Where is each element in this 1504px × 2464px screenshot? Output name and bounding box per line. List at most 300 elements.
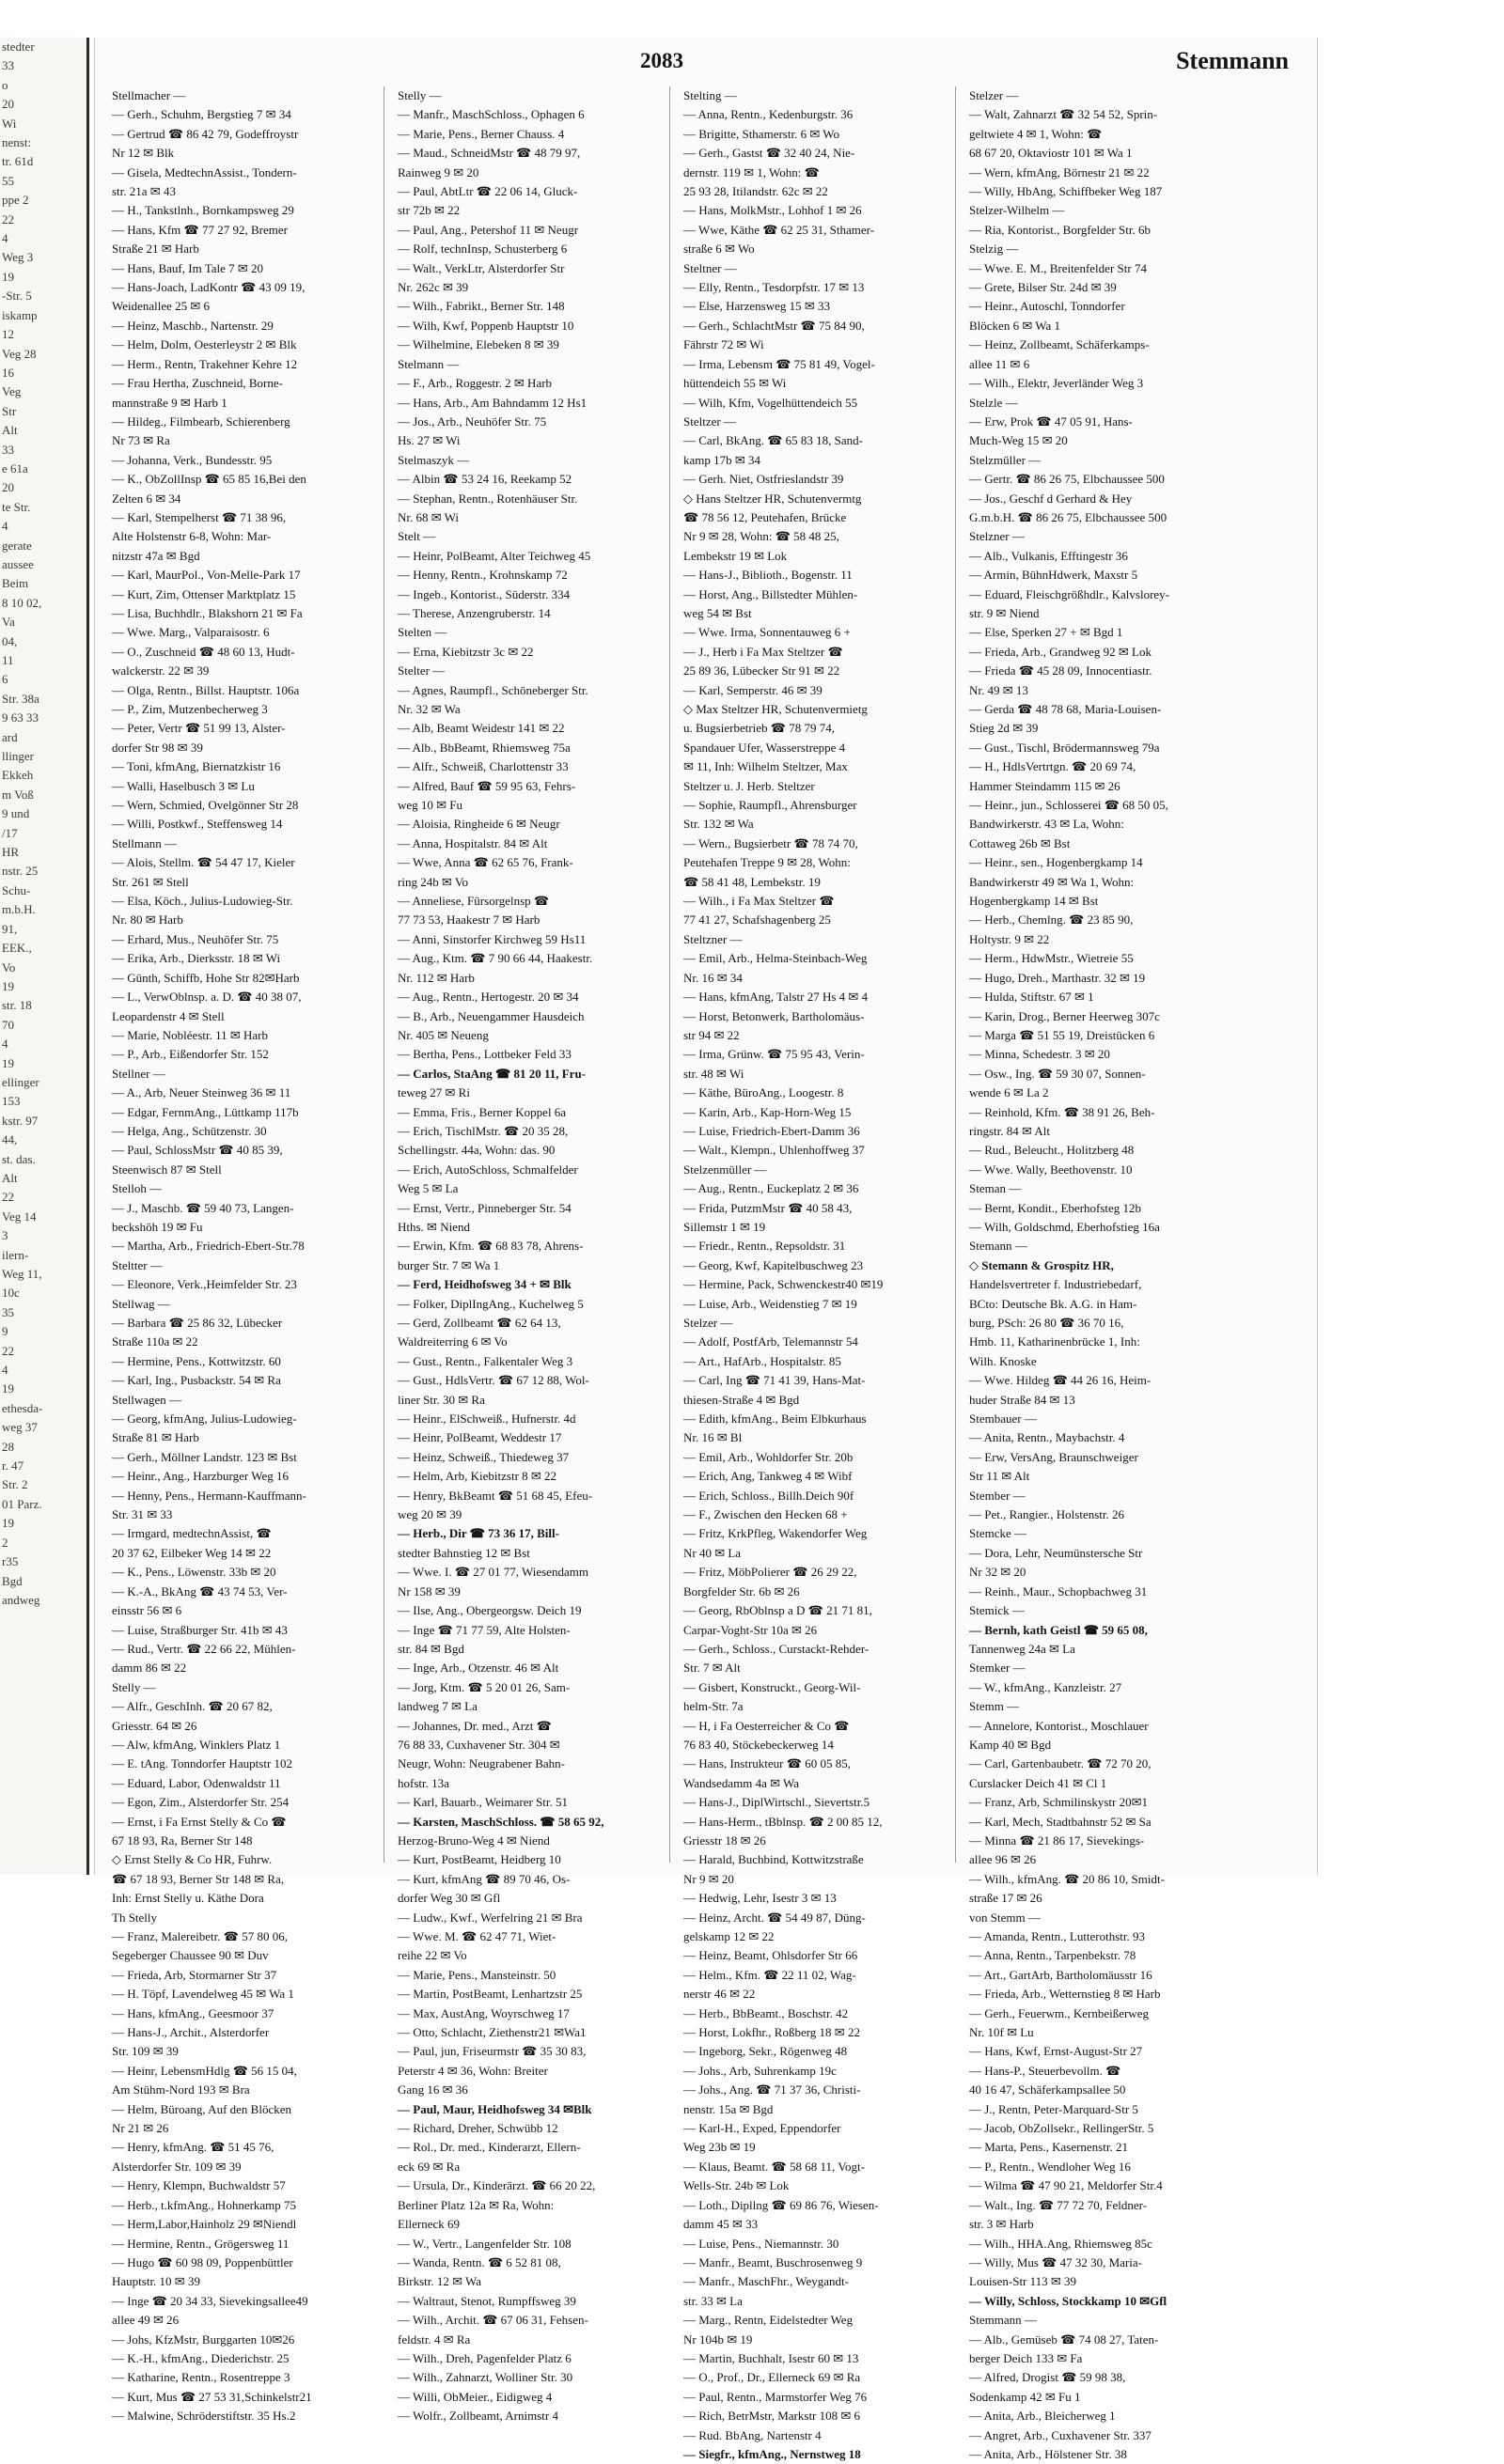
directory-entry: — Carl, BkAng. ☎ 65 83 18, Sand-: [683, 433, 863, 448]
directory-entry: — Alw, kfmAng, Winklers Platz 1: [112, 1737, 281, 1752]
directory-entry: — Therese, Anzengruberstr. 14: [398, 605, 551, 620]
directory-entry: — Inge ☎ 71 77 59, Alte Holsten-: [398, 1622, 571, 1637]
directory-entry: — Paul, Rentn., Marmstorfer Weg 76: [683, 2389, 868, 2404]
margin-fragment: 4: [2, 519, 8, 534]
directory-entry: — Albin ☎ 53 24 16, Reekamp 52: [398, 472, 572, 487]
directory-entry: — Gerd, Zollbeamt ☎ 62 64 13,: [398, 1316, 561, 1330]
surname-heading: Steltzner —: [683, 931, 743, 946]
directory-entry: Nr. 32 ✉ Wa: [398, 702, 461, 716]
surname-heading: Stelzer —: [683, 1316, 733, 1330]
directory-entry: — P., Zim, Mutzenbecherweg 3: [112, 702, 268, 716]
directory-entry: Steenwisch 87 ✉ Stell: [112, 1162, 222, 1177]
directory-entry: — Hans, kfmAng, Talstr 27 Hs 4 ✉ 4: [683, 990, 869, 1005]
directory-entry: ☎ 58 41 48, Lembekstr. 19: [683, 874, 821, 889]
directory-entry: Inh: Ernst Stelly u. Käthe Dora: [112, 1891, 264, 1906]
directory-entry: — H. Töpf, Lavendelweg 45 ✉ Wa 1: [112, 1987, 294, 2002]
directory-entry: — Kurt, kfmAng ☎ 89 70 46, Os-: [398, 1871, 571, 1886]
surname-heading: Stellwag —: [112, 1296, 170, 1311]
directory-entry: — Hans, Bauf, Im Tale 7 ✉ 20: [112, 260, 264, 275]
directory-entry: — Heinr., Ang., Harzburger Weg 16: [112, 1469, 290, 1484]
directory-entry: str 72b ✉ 22: [398, 203, 461, 218]
directory-entry: Schellingstr. 44a, Wohn: das. 90: [398, 1143, 556, 1158]
directory-entry: Curslacker Deich 41 ✉ Cl 1: [969, 1775, 1107, 1790]
directory-entry: — Else, Sperken 27 + ✉ Bgd 1: [969, 625, 1123, 640]
directory-entry: Wandsedamm 4a ✉ Wa: [683, 1775, 799, 1790]
directory-entry: stedter Bahnstieg 12 ✉ Bst: [398, 1545, 530, 1560]
directory-entry: — Marie, Nobléestr. 11 ✉ Harb: [112, 1027, 269, 1042]
directory-entry: Nr 9 ✉ 28, Wohn: ☎ 58 48 25,: [683, 529, 839, 544]
surname-heading: Stemick —: [969, 1603, 1025, 1618]
directory-entry: Straße 110a ✉ 22: [112, 1334, 198, 1349]
margin-fragment: Weg 3: [2, 250, 34, 265]
surname-heading: Stelt —: [398, 529, 436, 544]
directory-entry: — Alois, Stellm. ☎ 54 47 17, Kieler: [112, 855, 295, 870]
margin-fragment: nenst:: [2, 135, 32, 150]
directory-entry: — Emil, Arb., Wohldorfer Str. 20b: [683, 1449, 854, 1464]
directory-entry: allee 11 ✉ 6: [969, 356, 1030, 371]
margin-fragment: 9: [2, 1324, 8, 1339]
margin-fragment: 19: [2, 1055, 14, 1070]
directory-entry: — Luise, Pens., Niemannstr. 30: [683, 2236, 839, 2251]
directory-entry: Str. 31 ✉ 33: [112, 1507, 173, 1522]
directory-entry: — Wolfr., Zollbeamt, Arnimstr 4: [398, 2409, 558, 2424]
directory-entry: — Johs, KfzMstr, Burggarten 10✉26: [112, 2331, 295, 2347]
surname-heading: Stelting —: [683, 88, 737, 102]
surname-heading: Stemm —: [969, 1699, 1020, 1714]
directory-entry: — Inge, Arb., Otzenstr. 46 ✉ Alt: [398, 1661, 559, 1676]
margin-fragment: e 61a: [2, 460, 28, 476]
directory-entry: Bandwirkerstr 49 ✉ Wa 1, Wohn:: [969, 874, 1135, 889]
directory-entry: Nr 158 ✉ 39: [398, 1583, 461, 1598]
directory-entry: Alte Holstenstr 6-8, Wohn: Mar-: [112, 529, 272, 544]
directory-entry: 76 83 40, Stöckebeckerweg 14: [683, 1737, 834, 1752]
page-number: 2083: [640, 49, 683, 72]
margin-fragment: st. das.: [2, 1151, 36, 1166]
directory-entry: — Maud., SchneidMstr ☎ 48 79 97,: [398, 146, 581, 161]
directory-entry: walckerstr. 22 ✉ 39: [112, 663, 210, 678]
directory-entry: — Stephan, Rentn., Rotenhäuser Str.: [398, 491, 578, 506]
directory-entry: Weg 23b ✉ 19: [683, 2140, 756, 2155]
directory-entry: Borgfelder Str. 6b ✉ 26: [683, 1583, 800, 1598]
directory-entry: str. 9 ✉ Niend: [969, 605, 1040, 620]
margin-fragment: ethesda-: [2, 1400, 43, 1415]
surname-heading: Stelmann —: [398, 356, 460, 371]
directory-entry: — P., Rentn., Wendloher Weg 16: [969, 2159, 1131, 2174]
directory-entry: — Walt., VerkLtr, Alsterdorfer Str: [398, 260, 565, 275]
margin-fragment: 28: [2, 1439, 14, 1454]
directory-entry: — Heinz, Zollbeamt, Schäferkamps-: [969, 337, 1150, 352]
margin-fragment: 35: [2, 1304, 14, 1319]
directory-entry: — Kurt, Zim, Ottenser Marktplatz 15: [112, 586, 296, 601]
directory-entry: — Gust., Rentn., Falkentaler Weg 3: [398, 1353, 573, 1368]
directory-entry: nenstr. 15a ✉ Bgd: [683, 2101, 774, 2116]
directory-entry: eck 69 ✉ Ra: [398, 2159, 461, 2174]
directory-entry: — Wern., Bugsierbetr ☎ 78 74 70,: [683, 835, 858, 850]
directory-entry: — Malwine, Schröderstiftstr. 35 Hs.2: [112, 2409, 296, 2424]
directory-entry: Bandwirkerstr. 43 ✉ La, Wohn:: [969, 817, 1124, 832]
directory-entry: — Ursula, Dr., Kinderärzt. ☎ 66 20 22,: [398, 2178, 596, 2193]
surname-heading: Stelzmüller —: [969, 452, 1042, 467]
directory-entry: — Ingeborg, Sekr., Rögenweg 48: [683, 2044, 848, 2059]
directory-entry: Segeberger Chaussee 90 ✉ Duv: [112, 1948, 269, 1963]
page-header: [95, 38, 1317, 85]
directory-entry: — Alb., BbBeamt, Rhiemsweg 75a: [398, 740, 571, 755]
surname-heading: Stelloh —: [112, 1181, 163, 1196]
directory-entry: Griesstr 18 ✉ 26: [683, 1832, 766, 1848]
directory-entry: allee 49 ✉ 26: [112, 2313, 180, 2328]
directory-entry: — Sophie, Raumpfl., Ahrensburger: [683, 798, 857, 813]
directory-column-1: [112, 86, 370, 2424]
directory-entry: ☎ 67 18 93, Berner Str 148 ✉ Ra,: [112, 1871, 285, 1886]
directory-entry: — Wwe. Wally, Beethovenstr. 10: [969, 1162, 1133, 1177]
directory-entry: — Herb., Dir ☎ 73 36 17, Bill-: [398, 1526, 559, 1541]
directory-entry: — Barbara ☎ 25 86 32, Lübecker: [112, 1316, 283, 1330]
directory-entry: — Jos., Geschf d Gerhard & Hey: [969, 491, 1133, 506]
directory-entry: — L., VerwOblnsp. a. D. ☎ 40 38 07,: [112, 990, 302, 1005]
directory-entry: ◇ Stemann & Grospitz HR,: [969, 1257, 1114, 1272]
directory-entry: — Karl, Ing., Pusbackstr. 54 ✉ Ra: [112, 1373, 281, 1388]
directory-entry: weg 10 ✉ Fu: [398, 798, 463, 813]
directory-entry: — K., ObZollInsp ☎ 65 85 16,Bei den: [112, 472, 306, 487]
directory-entry: str. 84 ✉ Bgd: [398, 1641, 464, 1656]
directory-entry: — H, i Fa Oesterreicher & Co ☎: [683, 1718, 850, 1733]
directory-entry: gelskamp 12 ✉ 22: [683, 1929, 775, 1943]
directory-entry: — Franz, Malereibetr. ☎ 57 80 06,: [112, 1929, 288, 1943]
margin-fragment: Str: [2, 403, 17, 418]
margin-fragment: 70: [2, 1017, 14, 1032]
directory-entry: Nr. 262c ✉ 39: [398, 280, 469, 295]
margin-fragment: Beim: [2, 576, 29, 591]
margin-fragment: Weg 11,: [2, 1267, 42, 1281]
directory-entry: — Ria, Kontorist., Borgfelder Str. 6b: [969, 222, 1151, 237]
directory-entry: Neugr, Wohn: Neugrabener Bahn-: [398, 1756, 565, 1771]
directory-entry: — Wern, Schmied, Ovelgönner Str 28: [112, 798, 299, 813]
directory-entry: — Ernst, i Fa Ernst Stelly & Co ☎: [112, 1814, 287, 1829]
directory-entry: — Herb., t.kfmAng., Hohnerkamp 75: [112, 2197, 297, 2212]
directory-entry: — Frieda, Arb, Stormarner Str 37: [112, 1967, 277, 1982]
directory-entry: Nr. 16 ✉ 34: [683, 970, 743, 985]
margin-fragment: 33: [2, 442, 14, 457]
directory-entry: — Hans, Instrukteur ☎ 60 05 85,: [683, 1756, 851, 1771]
directory-entry: — Elsa, Köch., Julius-Ludowieg-Str.: [112, 894, 293, 909]
margin-fragment: 19: [2, 1516, 14, 1531]
surname-heading: Stellmann —: [112, 835, 177, 850]
directory-entry: — Rud. BbAng, Nartenstr 4: [683, 2427, 822, 2442]
directory-entry: — Minna ☎ 21 86 17, Sievekings-: [969, 1832, 1145, 1848]
directory-entry: straße 6 ✉ Wo: [683, 242, 755, 257]
directory-entry: — Wilh., Elektr, Jeverländer Weg 3: [969, 376, 1144, 391]
directory-entry: — Walt., Ing. ☎ 77 72 70, Feldner-: [969, 2197, 1148, 2212]
directory-entry: — Gisbert, Konstruckt., Georg-Wil-: [683, 1679, 861, 1694]
directory-entry: — Willi, ObMeier., Eidigweg 4: [398, 2389, 553, 2404]
directory-entry: — Wwe. Hildeg ☎ 44 26 16, Heim-: [969, 1373, 1152, 1388]
margin-fragment: 19: [2, 269, 14, 284]
directory-entry: Nr 32 ✉ 20: [969, 1565, 1026, 1580]
margin-fragment: ellinger: [2, 1074, 39, 1089]
directory-entry: — Anna, Rentn., Kedenburgstr. 36: [683, 107, 854, 122]
directory-entry: Carpar-Voght-Str 10a ✉ 26: [683, 1622, 818, 1637]
directory-entry: — Wwe, Käthe ☎ 62 25 31, Sthamer-: [683, 222, 875, 237]
directory-entry: — Erhard, Mus., Neuhöfer Str. 75: [112, 931, 279, 946]
directory-entry: Griesstr. 64 ✉ 26: [112, 1718, 197, 1733]
directory-entry: Steltzer u. J. Herb. Steltzer: [683, 778, 815, 793]
running-head: Stemmann: [1176, 47, 1289, 74]
directory-entry: — Herm., HdwMstr., Wietreie 55: [969, 951, 1134, 966]
directory-entry: — Alfred, Bauf ☎ 59 95 63, Fehrs-: [398, 778, 576, 793]
directory-entry: — Erw, Prok ☎ 47 05 91, Hans-: [969, 413, 1133, 429]
directory-entry: — Irma, Lebensm ☎ 75 81 49, Vogel-: [683, 356, 875, 371]
directory-entry: — Käthe, BüroAng., Loogestr. 8: [683, 1085, 844, 1100]
margin-fragment: r35: [2, 1554, 19, 1569]
directory-entry: damm 45 ✉ 33: [683, 2217, 759, 2232]
directory-entry: Lembekstr 19 ✉ Lok: [683, 548, 788, 563]
directory-entry: nerstr 46 ✉ 22: [683, 1987, 756, 2002]
directory-entry: — Gerh. Niet, Ostfrieslandstr 39: [683, 472, 844, 487]
surname-heading: Stemmann —: [969, 2313, 1037, 2328]
directory-entry: — Grete, Bilser Str. 24d ✉ 39: [969, 280, 1117, 295]
margin-fragment: Bgd: [2, 1573, 23, 1588]
directory-entry: Nr. 49 ✉ 13: [969, 682, 1028, 697]
directory-entry: — Wwe. I. ☎ 27 01 77, Wiesendamm: [398, 1565, 588, 1580]
directory-entry: — Erika, Arb., Dierksstr. 18 ✉ Wi: [112, 951, 281, 966]
directory-entry: Nr. 68 ✉ Wi: [398, 509, 460, 524]
directory-entry: damm 86 ✉ 22: [112, 1661, 187, 1676]
margin-fragment: te Str.: [2, 499, 31, 514]
directory-entry: Holtystr. 9 ✉ 22: [969, 931, 1050, 946]
directory-entry: — Hans-P., Steuerbevollm. ☎: [969, 2063, 1121, 2078]
directory-entry: — Alfred, Drogist ☎ 59 98 38,: [969, 2370, 1126, 2385]
directory-entry: — Walt., Klempn., Uhlenhoffweg 37: [683, 1143, 865, 1158]
directory-entry: 68 67 20, Oktaviostr 101 ✉ Wa 1: [969, 146, 1133, 161]
directory-entry: — Peter, Vertr ☎ 51 99 13, Alster-: [112, 721, 286, 736]
directory-entry: — Emma, Fris., Berner Koppel 6a: [398, 1104, 567, 1119]
margin-fragment: 22: [2, 1343, 14, 1358]
directory-entry: — Erich, TischlMstr. ☎ 20 35 28,: [398, 1123, 569, 1138]
directory-entry: — B., Arb., Neuengammer Hausdeich: [398, 1008, 585, 1023]
directory-entry: — Wilh, Kfm, Vogelhüttendeich 55: [683, 395, 858, 410]
directory-entry: Sillemstr 1 ✉ 19: [683, 1219, 766, 1234]
directory-entry: — Wwe. Marg., Valparaisostr. 6: [112, 625, 270, 640]
directory-entry: — Agnes, Raumpfl., Schöneberger Str.: [398, 682, 588, 697]
directory-entry: — Hans-Herm., tBblnsp. ☎ 2 00 85 12,: [683, 1814, 883, 1829]
directory-entry: — Erna, Kiebitzstr 3c ✉ 22: [398, 644, 534, 659]
directory-entry: — Harald, Buchbind, Kottwitzstraße: [683, 1852, 864, 1867]
margin-fragment: kstr. 97: [2, 1113, 39, 1128]
surname-heading: Stelmaszyk —: [398, 452, 470, 467]
directory-entry: — Hans, Kwf, Ernst-August-Str 27: [969, 2044, 1143, 2059]
directory-entry: 25 93 28, Itilandstr. 62c ✉ 22: [683, 184, 828, 199]
directory-entry: — Frida, PutzmMstr ☎ 40 58 43,: [683, 1200, 853, 1215]
directory-entry: — Ludw., Kwf., Werfelring 21 ✉ Bra: [398, 1910, 583, 1925]
directory-entry: — Heinr., Autoschl, Tonndorfer: [969, 299, 1125, 314]
directory-entry: 67 18 93, Ra, Berner Str 148: [112, 1832, 253, 1848]
directory-entry: — Günth, Schiffb, Hohe Str 82✉Harb: [112, 970, 300, 985]
directory-entry: — Anita, Arb., Bleicherweg 1: [969, 2409, 1116, 2424]
directory-entry: — Marga ☎ 51 55 19, Dreistücken 6: [969, 1027, 1155, 1042]
directory-entry: Wilh. Knoske: [969, 1353, 1037, 1368]
surname-heading: Stemcke —: [969, 1526, 1027, 1541]
directory-entry: — Erich, Schloss., Billh.Deich 90f: [683, 1488, 854, 1503]
margin-fragment: aussee: [2, 556, 34, 571]
directory-entry: huder Straße 84 ✉ 13: [969, 1392, 1075, 1407]
margin-fragment: o: [2, 77, 8, 92]
directory-entry: — Anneliese, Fürsorgelnsp ☎: [398, 894, 550, 909]
directory-entry: — J., Herb i Fa Max Steltzer ☎: [683, 644, 843, 659]
directory-entry: — Olga, Rentn., Billst. Hauptstr. 106a: [112, 682, 300, 697]
directory-entry: — K., Pens., Löwenstr. 33b ✉ 20: [112, 1565, 276, 1580]
directory-entry: — Gerh., Möllner Landstr. 123 ✉ Bst: [112, 1449, 297, 1464]
surname-heading: Stellner —: [112, 1066, 165, 1081]
directory-entry: — Gertr. ☎ 86 26 75, Elbchaussee 500: [969, 472, 1165, 487]
surname-heading: Stelten —: [398, 625, 447, 640]
directory-entry: — Inge ☎ 20 34 33, Sievekingsallee49: [112, 2293, 308, 2308]
directory-entry: Hs. 27 ✉ Wi: [398, 433, 461, 448]
adjacent-page-margin: [0, 38, 89, 1875]
directory-entry: — Angret, Arb., Cuxhavener Str. 337: [969, 2427, 1152, 2442]
directory-entry: — Heinr, PolBeamt, Weddestr 17: [398, 1430, 562, 1445]
directory-entry: — Heinr., jun., Schlosserei ☎ 68 50 05,: [969, 798, 1168, 813]
directory-entry: — Bernt, Kondit., Eberhofsteg 12b: [969, 1200, 1142, 1215]
margin-fragment: 4: [2, 1037, 8, 1052]
margin-fragment: Str. 2: [2, 1477, 28, 1492]
directory-entry: — Gust., HdlsVertr. ☎ 67 12 88, Wol-: [398, 1373, 589, 1388]
directory-entry: 76 88 33, Cuxhavener Str. 304 ✉: [398, 1737, 560, 1752]
directory-entry: — Frieda, Arb., Grandweg 92 ✉ Lok: [969, 644, 1152, 659]
directory-entry: — Jos., Arb., Neuhöfer Str. 75: [398, 413, 547, 429]
margin-fragment: andweg: [2, 1592, 40, 1607]
directory-entry: Sodenkamp 42 ✉ Fu 1: [969, 2389, 1081, 2404]
directory-entry: — Johs., Arb, Suhrenkamp 19c: [683, 2063, 837, 2078]
directory-entry: — Walli, Haselbusch 3 ✉ Lu: [112, 778, 255, 793]
directory-entry: str. 3 ✉ Harb: [969, 2217, 1034, 2232]
directory-entry: — J., Rentn, Peter-Marquard-Str 5: [969, 2101, 1138, 2116]
directory-entry: — Heinz, Schweiß., Thiedeweg 37: [398, 1449, 570, 1464]
directory-entry: — Karin, Arb., Kap-Horn-Weg 15: [683, 1104, 852, 1119]
directory-entry: — Manfr., Beamt, Buschrosenweg 9: [683, 2254, 863, 2269]
margin-fragment: Veg 28: [2, 346, 37, 361]
directory-entry: Leopardenstr 4 ✉ Stell: [112, 1008, 225, 1023]
directory-entry: — Hugo ☎ 60 98 09, Poppenbüttler: [112, 2254, 293, 2269]
directory-entry: ☎ 78 56 12, Peutehafen, Brücke: [683, 509, 847, 524]
directory-entry: — Eleonore, Verk.,Heimfelder Str. 23: [112, 1277, 297, 1292]
margin-fragment: m.b.H.: [2, 902, 36, 917]
directory-entry: — Paul, Ang., Petershof 11 ✉ Neugr: [398, 222, 579, 237]
directory-entry: — F., Zwischen den Hecken 68 +: [683, 1507, 848, 1522]
margin-fragment: 10c: [2, 1286, 20, 1301]
directory-entry: — Karsten, MaschSchloss. ☎ 58 65 92,: [398, 1814, 604, 1829]
directory-entry: — Heinz, Beamt, Ohlsdorfer Str 66: [683, 1948, 858, 1963]
directory-entry: — Carl, Gartenbaubetr. ☎ 72 70 20,: [969, 1756, 1152, 1771]
surname-heading: Steltter —: [112, 1257, 163, 1272]
directory-entry: — W., kfmAng., Kanzleistr. 27: [969, 1679, 1122, 1694]
directory-entry: Nr 40 ✉ La: [683, 1545, 742, 1560]
directory-entry: — Herm., Rentn, Trakehner Kehre 12: [112, 356, 298, 371]
directory-entry: — Edith, kfmAng., Beim Elbkurhaus: [683, 1411, 867, 1427]
directory-entry: Str 11 ✉ Alt: [969, 1469, 1030, 1484]
directory-entry: ◇ Max Steltzer HR, Schutenvermietg: [683, 702, 868, 716]
directory-entry: — Karin, Drog., Berner Heerweg 307c: [969, 1008, 1160, 1023]
directory-entry: 20 37 62, Eilbeker Weg 14 ✉ 22: [112, 1545, 272, 1560]
directory-entry: — Hedwig, Lehr, Isestr 3 ✉ 13: [683, 1891, 837, 1906]
directory-entry: — Willy, Mus ☎ 47 32 30, Maria-: [969, 2254, 1142, 2269]
margin-fragment: 4: [2, 1363, 8, 1378]
directory-entry: — Hermine, Pens., Kottwitzstr. 60: [112, 1353, 281, 1368]
column-divider: [955, 86, 956, 1863]
directory-entry: — Heinr, LebensmHdlg ☎ 56 15 04,: [112, 2063, 297, 2078]
directory-entry: — Friedr., Rentn., Repsoldstr. 31: [683, 1239, 846, 1254]
directory-entry: — Else, Harzensweg 15 ✉ 33: [683, 299, 831, 314]
surname-heading: Stelzle —: [969, 395, 1018, 410]
directory-entry: — Heinr., sen., Hogenbergkamp 14: [969, 855, 1143, 870]
margin-fragment: Alt: [2, 1170, 18, 1185]
directory-entry: landweg 7 ✉ La: [398, 1699, 478, 1714]
surname-heading: Stelzer —: [969, 88, 1019, 102]
directory-entry: straße 17 ✉ 26: [969, 1891, 1042, 1906]
surname-heading: Stemann —: [969, 1239, 1027, 1254]
directory-entry: — Folker, DiplIngAng., Kuchelweg 5: [398, 1296, 584, 1311]
directory-entry: Nr 9 ✉ 20: [683, 1871, 734, 1886]
margin-fragment: 33: [2, 58, 14, 73]
directory-entry: liner Str. 30 ✉ Ra: [398, 1392, 485, 1407]
directory-entry: — Hans, Kfm ☎ 77 27 92, Bremer: [112, 222, 288, 237]
directory-entry: Str. 132 ✉ Wa: [683, 817, 754, 832]
margin-fragment: gerate: [2, 538, 32, 553]
directory-entry: 40 16 47, Schäferkampsallee 50: [969, 2082, 1126, 2098]
directory-entry: — Wilh., Dreh, Pagenfelder Platz 6: [398, 2350, 572, 2365]
directory-entry: — Loth., Dipllng ☎ 69 86 76, Wiesen-: [683, 2197, 879, 2212]
directory-entry: nitzstr 47a ✉ Bgd: [112, 548, 200, 563]
margin-fragment: 20: [2, 97, 14, 112]
margin-fragment: stedter: [2, 39, 35, 54]
directory-entry: Peterstr 4 ✉ 36, Wohn: Breiter: [398, 2063, 548, 2078]
surname-heading: Stemker —: [969, 1661, 1026, 1676]
directory-column-3: [683, 86, 942, 2461]
directory-entry: — Karl, Bauarb., Weimarer Str. 51: [398, 1795, 569, 1810]
surname-heading: Stelzner —: [969, 529, 1025, 544]
directory-entry: str 94 ✉ 22: [683, 1027, 740, 1042]
directory-entry: — K.-H., kfmAng., Diederichstr. 25: [112, 2350, 290, 2365]
directory-entry: — Hans-J., Biblioth., Bogenstr. 11: [683, 568, 853, 583]
directory-entry: Weg 5 ✉ La: [398, 1181, 459, 1196]
directory-entry: Spandauer Ufer, Wasserstreppe 4: [683, 740, 846, 755]
directory-entry: — Gust., Tischl, Brödermannsweg 79a: [969, 740, 1160, 755]
directory-entry: feldstr. 4 ✉ Ra: [398, 2331, 471, 2347]
directory-entry: 77 73 53, Haakestr 7 ✉ Harb: [398, 912, 540, 928]
directory-entry: — Henry, Klempn, Buchwaldstr 57: [112, 2178, 286, 2193]
directory-entry: beckshöh 19 ✉ Fu: [112, 1219, 203, 1234]
directory-entry: — Alfr., GeschInh. ☎ 20 67 82,: [112, 1699, 273, 1714]
directory-entry: burg, PSch: 26 80 ☎ 36 70 16,: [969, 1316, 1124, 1330]
directory-entry: — Manfr., MaschSchloss., Ophagen 6: [398, 107, 585, 122]
directory-entry: ✉ 11, Inh: Wilhelm Steltzer, Max: [683, 759, 848, 774]
margin-fragment: 55: [2, 173, 14, 188]
directory-entry: — Art., GartArb, Bartholomäusstr 16: [969, 1967, 1152, 1982]
directory-entry: — Brigitte, Sthamerstr. 6 ✉ Wo: [683, 126, 839, 141]
directory-entry: — Frau Hertha, Zuschneid, Borne-: [112, 376, 283, 391]
directory-entry: — E. tAng. Tonndorfer Hauptstr 102: [112, 1756, 293, 1771]
directory-entry: — Wwe. Irma, Sonnentauweg 6 +: [683, 625, 851, 640]
directory-entry: dorfer Weg 30 ✉ Gfl: [398, 1891, 501, 1906]
directory-entry: — Martha, Arb., Friedrich-Ebert-Str.78: [112, 1239, 305, 1254]
margin-fragment: 9 und: [2, 806, 30, 821]
directory-entry: — Erw, VersAng, Braunschweiger: [969, 1449, 1138, 1464]
directory-entry: Berliner Platz 12a ✉ Ra, Wohn:: [398, 2197, 555, 2212]
directory-entry: Alsterdorfer Str. 109 ✉ 39: [112, 2159, 242, 2174]
directory-entry: — Georg, Kwf, Kapitelbuschweg 23: [683, 1257, 864, 1272]
directory-entry: — Heinr, PolBeamt, Alter Teichweg 45: [398, 548, 591, 563]
directory-entry: Waldreiterring 6 ✉ Vo: [398, 1334, 508, 1349]
directory-entry: BCto: Deutsche Bk. A.G. in Ham-: [969, 1296, 1137, 1311]
